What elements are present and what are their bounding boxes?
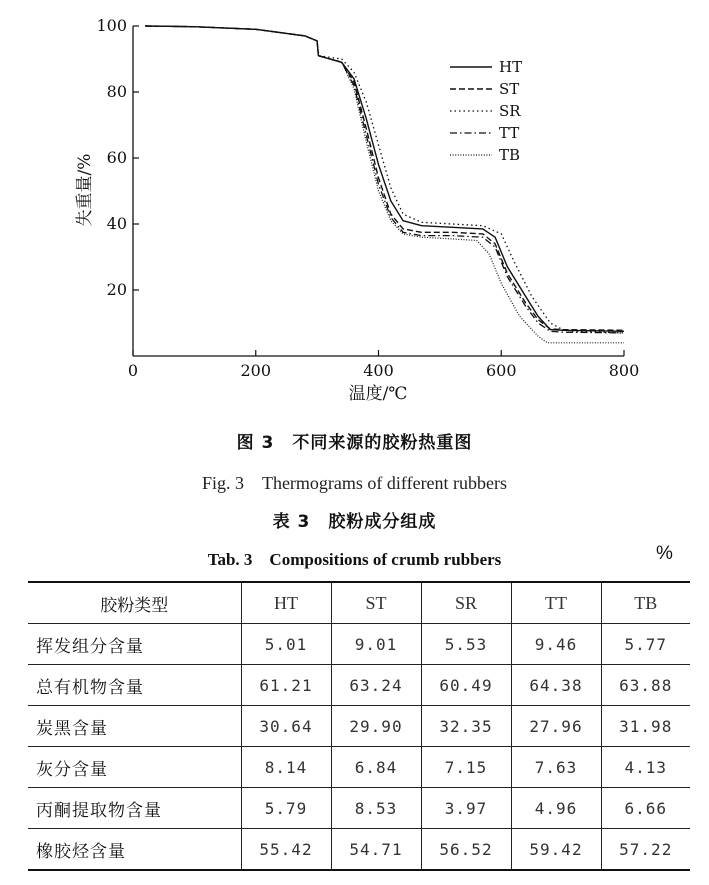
table-cell: 31.98	[601, 706, 690, 747]
table-cell: 64.38	[511, 665, 601, 706]
y-tick-label: 60	[106, 148, 127, 167]
table-cell: 32.35	[421, 706, 511, 747]
x-tick-label: 400	[363, 361, 394, 380]
table-title-en: Tab. 3 Compositions of crumb rubbers	[207, 550, 502, 569]
row-label: 挥发组分含量	[36, 636, 144, 657]
y-tick-label: 100	[96, 16, 127, 35]
table-cell: 5.01	[241, 624, 331, 665]
row-label: 总有机物含量	[36, 677, 144, 698]
table-cell: 8.53	[331, 788, 421, 829]
header-cell: ST	[331, 582, 421, 624]
x-tick-label: 600	[485, 361, 517, 380]
table-unit: %	[656, 543, 673, 564]
header-cell-type: 胶粉类型	[100, 595, 169, 616]
legend-label-tb: TB	[499, 146, 521, 164]
y-tick-label: 20	[106, 280, 127, 299]
x-axis-label: 温度/℃	[348, 384, 408, 404]
header-cell: SR	[421, 582, 511, 624]
table-cell: 29.90	[331, 706, 421, 747]
legend-label-tt: TT	[499, 124, 520, 142]
row-label: 炭黑含量	[36, 718, 108, 739]
header-cell: TB	[601, 582, 690, 624]
legend-label-sr: SR	[499, 102, 521, 120]
table-cell: 6.84	[331, 747, 421, 788]
series-line-tt	[145, 26, 624, 333]
table-cell: 9.01	[331, 624, 421, 665]
legend-label-st: ST	[499, 80, 520, 98]
table-cell: 56.52	[421, 829, 511, 871]
table-cell: 54.71	[331, 829, 421, 871]
table-cell: 4.96	[511, 788, 601, 829]
table-header-row	[28, 582, 690, 624]
thermogram-chart	[0, 0, 709, 415]
figure-caption-cn: 图 3 不同来源的胶粉热重图	[236, 433, 473, 453]
table-row	[28, 706, 690, 747]
table-cell: 55.42	[241, 829, 331, 871]
table-cell: 27.96	[511, 706, 601, 747]
composition-table	[28, 581, 690, 871]
table-row	[28, 624, 690, 665]
table-row	[28, 665, 690, 706]
x-tick-label: 0	[127, 361, 139, 380]
table-cell: 9.46	[511, 624, 601, 665]
y-tick-label: 40	[106, 214, 127, 233]
table-cell: 7.15	[421, 747, 511, 788]
header-cell: TT	[511, 582, 601, 624]
series-lines	[145, 26, 624, 343]
x-tick-label: 200	[240, 361, 272, 380]
legend	[450, 58, 522, 164]
table-cell: 3.97	[421, 788, 511, 829]
table-cell: 30.64	[241, 706, 331, 747]
table-cell: 7.63	[511, 747, 601, 788]
table-cell: 61.21	[241, 665, 331, 706]
table-cell: 60.49	[421, 665, 511, 706]
table-cell: 5.77	[601, 624, 690, 665]
row-label: 丙酮提取物含量	[36, 800, 162, 821]
table-cell: 5.79	[241, 788, 331, 829]
series-line-ht	[145, 26, 624, 331]
table-cell: 6.66	[601, 788, 690, 829]
series-line-st	[145, 26, 624, 330]
series-line-sr	[145, 26, 624, 333]
y-axis-label: 失重量/%	[75, 153, 95, 227]
x-tick-label: 800	[608, 361, 640, 380]
header-cell: HT	[241, 582, 331, 624]
axis-ticks	[96, 16, 639, 380]
row-label: 橡胶烃含量	[36, 841, 126, 862]
table-row	[28, 788, 690, 829]
table-cell: 5.53	[421, 624, 511, 665]
table-row	[28, 747, 690, 788]
table-cell: 4.13	[601, 747, 690, 788]
row-label: 灰分含量	[36, 759, 108, 780]
figure-caption-en: Fig. 3 Thermograms of different rubbers	[201, 473, 508, 493]
table-cell: 57.22	[601, 829, 690, 871]
legend-label-ht: HT	[499, 58, 523, 76]
table-cell: 59.42	[511, 829, 601, 871]
table-cell: 8.14	[241, 747, 331, 788]
table-row	[28, 829, 690, 871]
table-title-cn: 表 3 胶粉成分组成	[272, 512, 437, 532]
y-tick-label: 80	[106, 82, 127, 101]
table-cell: 63.88	[601, 665, 690, 706]
table-cell: 63.24	[331, 665, 421, 706]
